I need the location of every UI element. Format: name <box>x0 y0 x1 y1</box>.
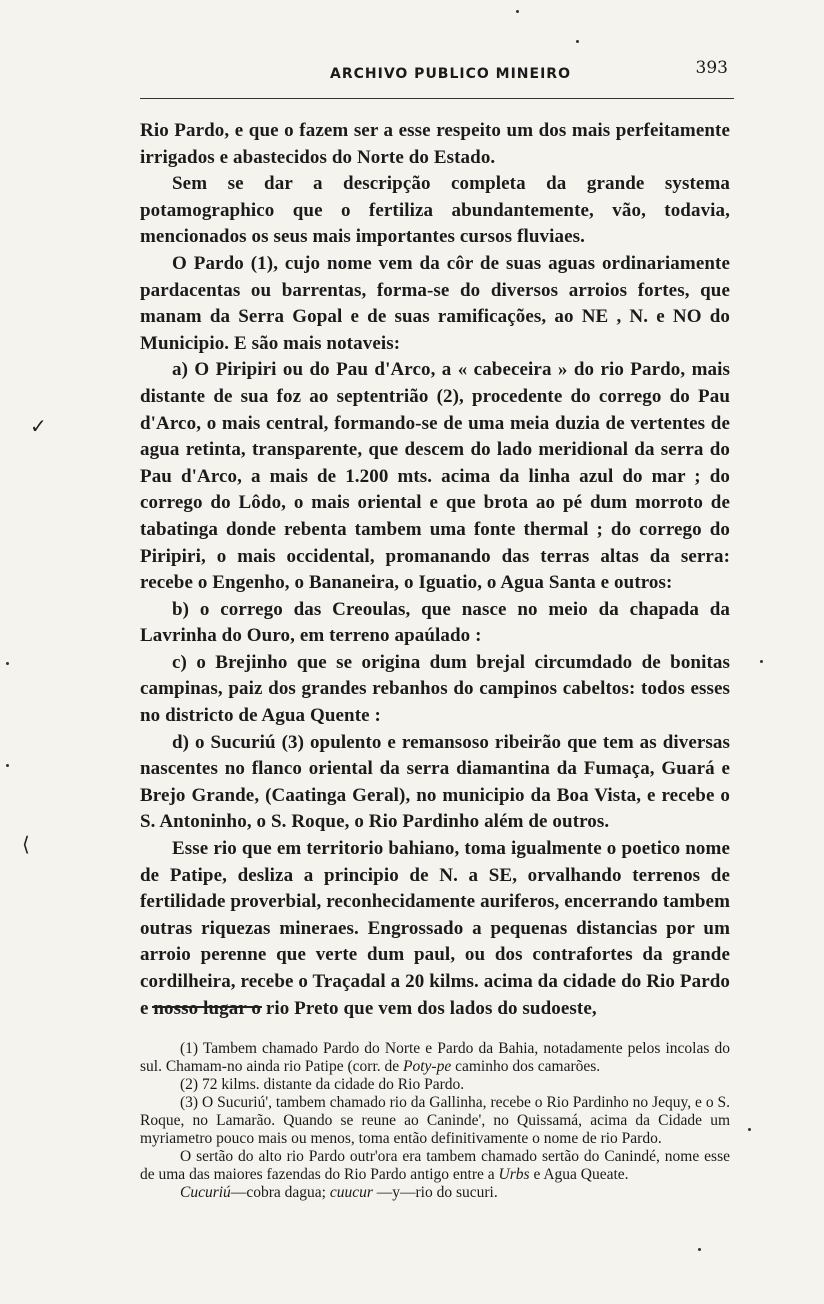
footnote-text: (1) Tambem chamado Pardo do Norte e Pardo da Bahia, notadamente pelos incolas do sul. Chamam-no ainda rio Patipe (corr. de <box>140 1040 730 1075</box>
footnote-text: O sertão do alto rio Pardo outr'ora era tambem chamado sertão do Canindé, nome esse de uma das maiores fazendas do Rio Pardo antigo entre a <box>140 1148 730 1183</box>
speck-icon <box>760 660 763 663</box>
speck-icon <box>698 1248 701 1251</box>
footnote-italic: cuucur <box>329 1184 373 1201</box>
speck-icon <box>748 1128 751 1131</box>
speck-icon <box>576 40 579 43</box>
speck-icon <box>6 764 9 767</box>
margin-mark-icon: ⟨ <box>22 832 30 856</box>
paragraph: b) o corrego das Creoulas, que nasce no meio da chapada da Lavrinha do Ouro, em terreno apaúlado : <box>140 598 730 647</box>
paragraph: c) o Brejinho que se origina dum brejal circumdado de bonitas campinas, paiz dos grandes rebanhos do campinos cabeltos: todos esses no districto de Agua Quente : <box>140 651 730 727</box>
footnote-text: caminho dos camarões. <box>451 1058 601 1075</box>
page-number: 393 <box>695 58 728 78</box>
footnote-italic: Poty-pe <box>403 1058 452 1075</box>
page-header <box>140 56 740 86</box>
paragraph: Rio Pardo, e que o fazem ser a esse respeito um dos mais perfeitamente irrigados e abastecidos do Norte do Estado. <box>140 120 730 168</box>
paragraph: Sem se dar a descripção completa da grande systema potamographico que o fertiliza abundantemente, vão, todavia, mencionados os seus mais importantes cursos fluviaes. <box>140 173 730 248</box>
paragraph: d) o Sucuriú (3) opulento e remansoso ribeirão que tem as diversas nascentes no flanco oriental da serra diamantina da Fumaça, Guará e Brejo Grande, (Caatinga Geral), no municipio da Boa Vista, e recebe o S. Antoninho, o S. Roque, o Rio Pardinho além de outros. <box>140 731 730 833</box>
footnote-2: (2) 72 kilms. distante da cidade do Rio Pardo. <box>180 1076 465 1093</box>
footnote-1 <box>140 1040 730 1076</box>
margin-mark-icon: ✓ <box>30 414 47 438</box>
footnotes <box>140 1040 730 1202</box>
speck-icon <box>6 662 9 665</box>
footnote-3: (3) O Sucuriú', tambem chamado rio da Gallinha, recebe o Rio Pardinho no Jequy, e o S. Roque, no Lamarão. Quando se reune ao Caninde', no Quissamá, acima da Cidade um myriametro pouco mais ou menos, toma então definitivamente o nome de rio Pardo. <box>140 1094 730 1147</box>
speck-icon <box>516 10 519 13</box>
footnote-italic: Cucuriú <box>180 1184 231 1201</box>
footnote-rule <box>152 1006 262 1008</box>
header-rule <box>140 98 734 99</box>
body-text <box>140 118 730 1022</box>
footnote-4 <box>140 1148 730 1184</box>
footnote-text: —cobra dagua; <box>230 1184 330 1201</box>
footnote-5 <box>140 1184 730 1202</box>
running-head: ARCHIVO PUBLICO MINEIRO <box>330 66 571 82</box>
paragraph: O Pardo (1), cujo nome vem da côr de suas aguas ordinariamente pardacentas ou barrentas, forma-se do diversos arroios fortes, que manam da Serra Gopal e de suas ramificações, ao NE , N. e NO do Municipio. E são mais notaveis: <box>140 252 730 354</box>
paragraph: Esse rio que em territorio bahiano, toma igualmente o poetico nome de Patipe, desliza a principio de N. a SE, orvalhando terrenos de fertilidade proverbial, reconhecidamente auriferos, encerrando tambem outras riquezas mineraes. Engrossado a pequenas distancias por um arroio perenne que verte dum paul, ou dos contrafortes da grande cordilheira, recebe o Traçadal a 20 kilms. acima da cidade do Rio Pardo e nosso lugar o rio Preto que vem dos lados do sudoeste, <box>140 838 730 1019</box>
footnote-italic: Urbs <box>498 1166 530 1183</box>
footnote-text: e Agua Queate. <box>529 1166 629 1183</box>
paragraph: a) O Piripiri ou do Pau d'Arco, a « cabeceira » do rio Pardo, mais distante de sua foz ao septentrião (2), procedente do corrego do Pau d'Arco, o mais central, formando-se de uma meia duzia de vertentes de agua retinta, transparente, que descem do lado meridional da serra do Pau d'Arco, a mais de 1.200 mts. acima da linha azul do mar ; do corrego do Lôdo, o mais oriental e que brota ao pé dum morroto de tabatinga donde rebenta tambem uma fonte thermal ; do corrego do Piripiri, o mais occidental, promanando das terras altas da serra: recebe o Engenho, o Bananeira, o Iguatio, o Agua Santa e outros: <box>140 359 730 594</box>
footnote-text: —y—rio do sucuri. <box>372 1184 498 1201</box>
